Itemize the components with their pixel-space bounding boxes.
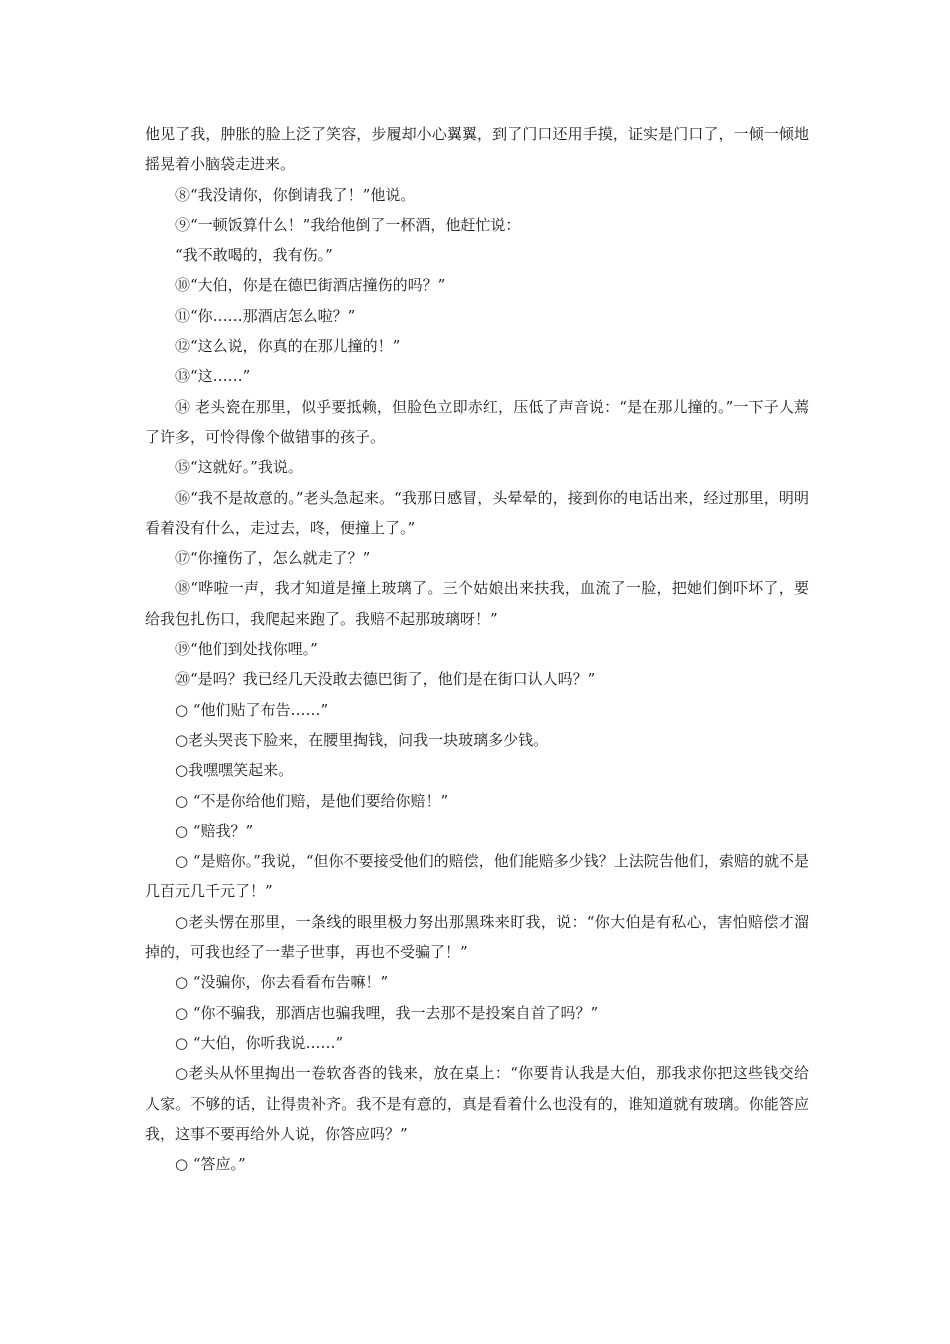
paragraph-2: ⑧“我没请你，你倒请我了！”他说。 [175,185,416,204]
paragraph-8: ⑬“这……” [175,367,251,386]
paragraph-6: ⑪“你……那酒店怎么啦？” [175,306,356,325]
paragraph-9: ⑭ 老头瓷在那里，似乎要抵赖，但脸色立即赤红，压低了声音说：“是在那儿撞的。”一下子人蔫了许多，可怜得像个做错事的孩子。 [145,397,809,446]
paragraph-1: 他见了我，肿胀的脸上泛了笑容，步履却小心翼翼，到了门口还用手摸，证实是门口了，一倾一倾地摇晃着小脑袋走进来。 [145,125,809,174]
paragraph-27: ○ “答应。” [175,1155,246,1174]
paragraph-23: ○ “没骗你，你去看看布告嘛！” [175,973,389,992]
paragraph-19: ○ “不是你给他们赔，是他们要给你赔！” [175,791,449,810]
paragraph-11: ⑯“我不是故意的。”老头急起来。“我那日感冒，头晕晕的，接到你的电话出来，经过那里，明明看着没有什么，走过去，咚，便撞上了。” [145,488,809,537]
document-body [145,119,809,1179]
paragraph-15: ⑳“是吗？我已经几天没敢去德巴街了，他们是在街口认人吗？” [175,670,596,689]
paragraph-24: ○ “你不骗我，那酒店也骗我哩，我一去那不是投案自首了吗？” [175,1003,599,1022]
paragraph-18: ○我嘿嘿笑起来。 [175,761,294,780]
paragraph-21: ○ “是赔你。”我说，“但你不要接受他们的赔偿，他们能赔多少钱？上法院告他们，索赔的就不是几百元几千元了！” [145,852,809,901]
paragraph-16: ○ “他们贴了布告……” [175,700,329,719]
paragraph-14: ⑲“他们到处找你哩。” [175,640,318,659]
paragraph-26: ○老头从怀里掏出一卷软沓沓的钱来，放在桌上：“你要肯认我是大伯，那我求你把这些钱交给人家。不够的话，让得贵补齐。我不是有意的，真是看着什么也没有的，谁知道就有玻璃。你能答应我，这事不要再给外人说，你答应吗？” [145,1064,809,1143]
paragraph-25: ○ “大伯，你听我说……” [175,1033,344,1052]
paragraph-13: ⑱“哗啦一声，我才知道是撞上玻璃了。三个姑娘出来扶我，血流了一脸，把她们倒吓坏了，要给我包扎伤口，我爬起来跑了。我赔不起那玻璃呀！” [145,579,809,628]
paragraph-10: ⑮“这就好。”我说。 [175,458,303,477]
paragraph-17: ○老头哭丧下脸来，在腰里掏钱，问我一块玻璃多少钱。 [175,730,549,749]
paragraph-3: ⑨“一顿饭算什么！”我给他倒了一杯酒，他赶忙说： [175,215,521,234]
paragraph-20: ○ “赔我？” [175,821,254,840]
paragraph-4: “我不敢喝的，我有伤。” [175,246,333,265]
paragraph-7: ⑫“这么说，你真的在那儿撞的！” [175,337,401,356]
paragraph-5: ⑩“大伯，你是在德巴街酒店撞伤的吗？” [175,276,446,295]
paragraph-22: ○老头愣在那里，一条线的眼里极力努出那黑珠来盯我，说：“你大伯是有私心，害怕赔偿才溜掉的，可我也经了一辈子世事，再也不受骗了！” [145,912,809,962]
paragraph-12: ⑰“你撞伤了，怎么就走了？” [175,549,371,568]
